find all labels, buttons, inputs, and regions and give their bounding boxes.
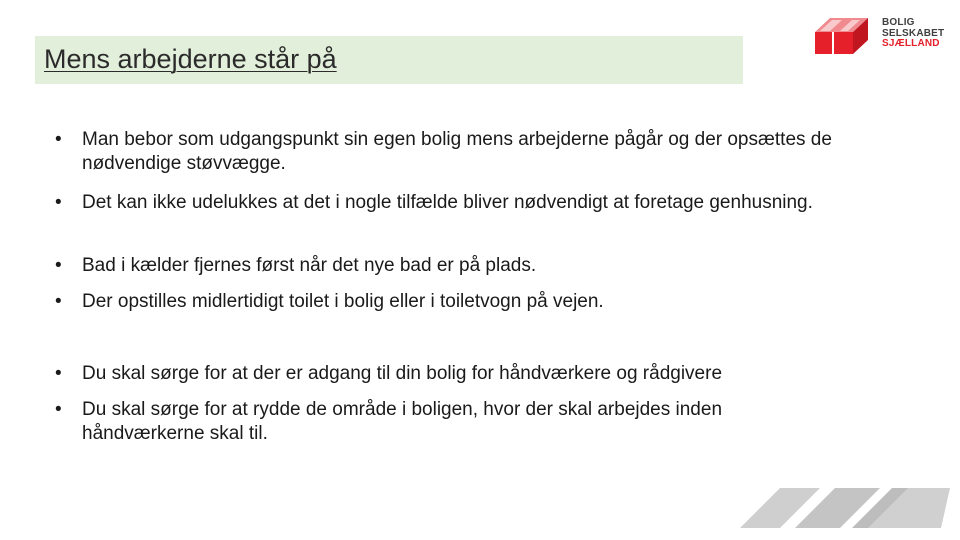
list-item xyxy=(55,191,845,215)
list-item xyxy=(55,254,845,278)
logo-line-2: SELSKABET xyxy=(882,27,945,39)
bullet-dot: • xyxy=(55,399,62,420)
company-logo xyxy=(812,16,952,56)
bullet-text: Bad i kælder fjernes først når det nye bad er på plads. xyxy=(82,255,537,276)
title-box xyxy=(35,36,743,84)
bullet-text: Det kan ikke udelukkes at det i nogle tilfælde bliver nødvendigt at foretage genhusning. xyxy=(82,192,813,213)
bullet-dot: • xyxy=(55,255,62,276)
logo-line-3: SJÆLLAND xyxy=(882,38,940,49)
bullet-dot: • xyxy=(55,192,62,213)
bullet-text: Man bebor som udgangspunkt sin egen bolig mens arbejderne pågår og der opsættes de nødvendige støvvægge. xyxy=(82,129,832,174)
bullet-text: Du skal sørge for at der er adgang til din bolig for håndværkere og rådgivere xyxy=(82,363,723,384)
list-item xyxy=(55,362,845,386)
logo-line-1: BOLIG xyxy=(882,17,915,28)
list-item xyxy=(55,398,845,446)
red-house-logo-icon xyxy=(812,16,872,56)
bullet-dot: • xyxy=(55,291,62,312)
list-item xyxy=(55,128,845,176)
slide-title: Mens arbejderne står på xyxy=(44,44,337,74)
bullet-dot: • xyxy=(55,363,62,384)
bullet-text: Du skal sørge for at rydde de område i boligen, hvor der skal arbejdes inden håndværkerne skal til. xyxy=(82,399,723,444)
list-item xyxy=(55,290,845,314)
bullet-text: Der opstilles midlertidigt toilet i bolig eller i toiletvogn på vejen. xyxy=(82,291,604,312)
corner-stripes-decoration xyxy=(740,488,960,540)
bullet-dot: • xyxy=(55,129,62,150)
